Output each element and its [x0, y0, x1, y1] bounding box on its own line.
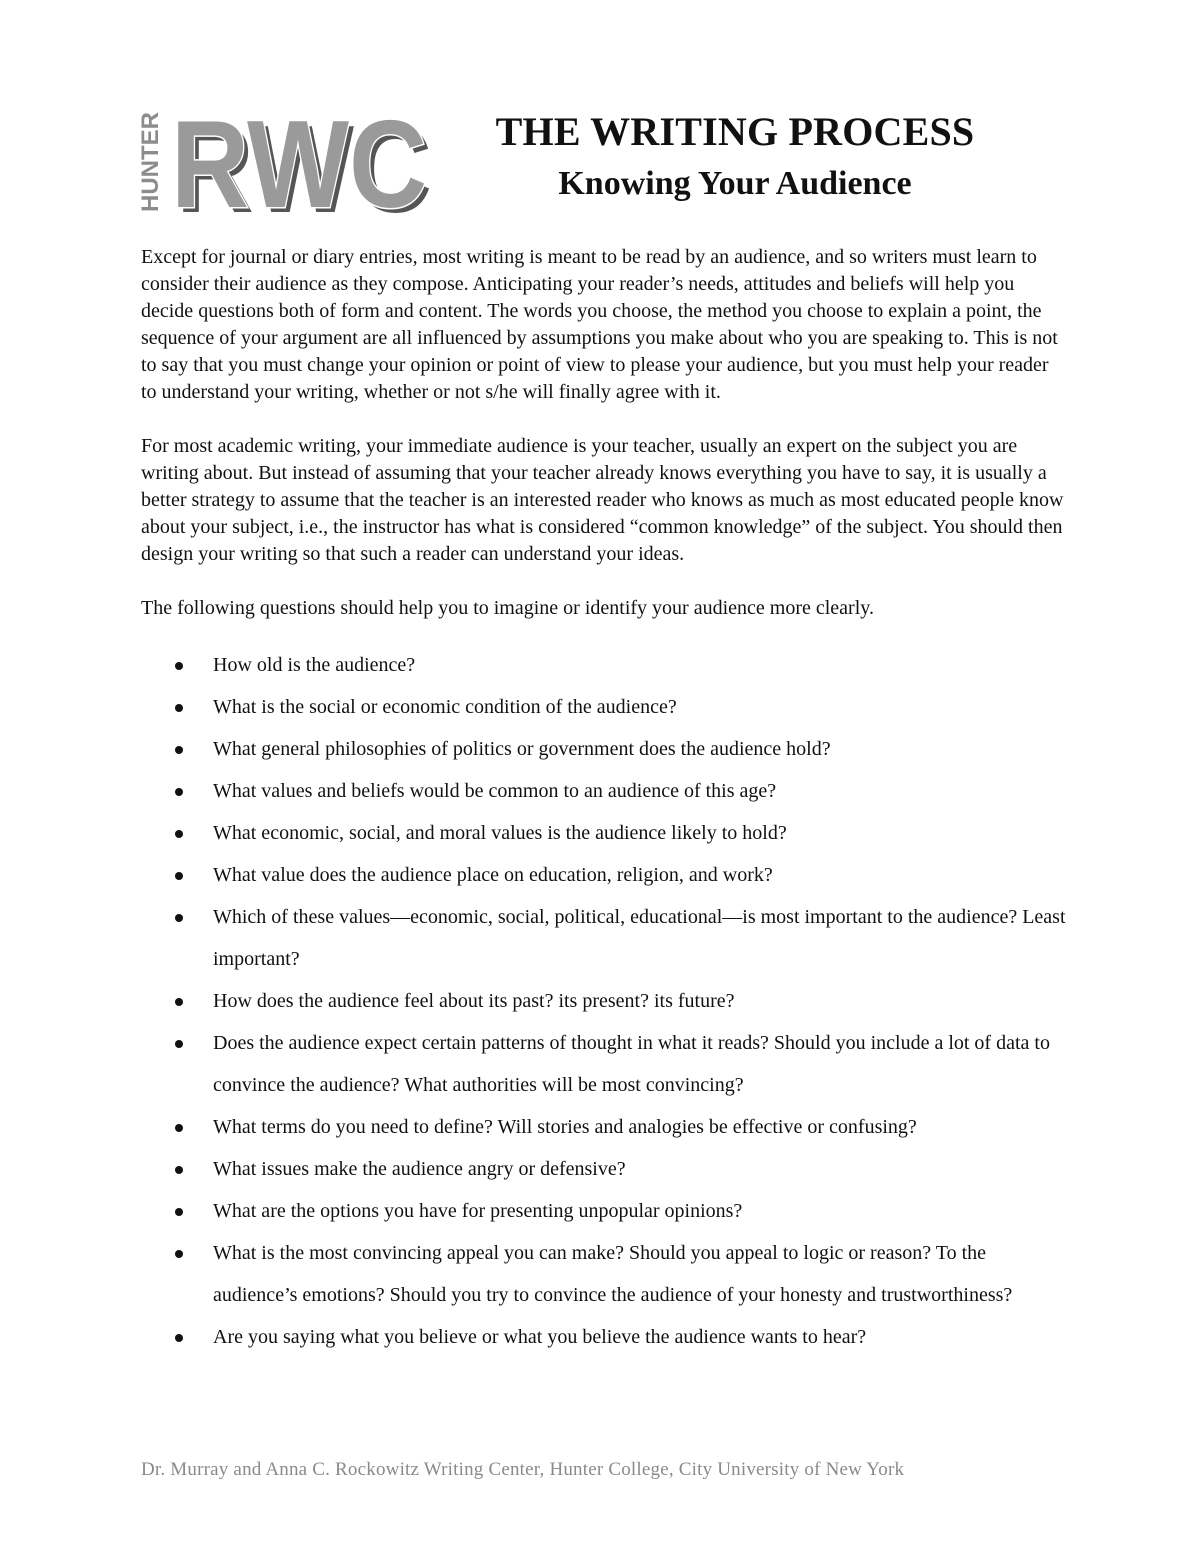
bullet-icon	[175, 788, 183, 796]
paragraph-intro: Except for journal or diary entries, most writing is meant to be read by an audience, and so writers must learn to consider their audience as they compose. Anticipating your reader’s needs, attitudes and beliefs will help you decide questions both of form and content. The words you choose, the method you choose to explain a point, the sequence of your argument are all influenced by assumptions you make about who you are speaking to. This is not to say that you must change your opinion or point of view to please your audience, but you must help your reader to understand your writing, whether or not s/he will finally agree with it.	[141, 246, 1058, 403]
list-item-text: What issues make the audience angry or defensive?	[213, 1158, 626, 1180]
footer-credit: Dr. Murray and Anna C. Rockowitz Writing Center, Hunter College, City University of New York	[141, 1459, 905, 1480]
bullet-icon	[175, 830, 183, 838]
questions-list	[141, 644, 1066, 1358]
list-item-text: What is the social or economic condition of the audience?	[213, 696, 677, 718]
list-item-text: How old is the audience?	[213, 654, 416, 676]
bullet-icon	[175, 1334, 183, 1342]
list-item-text: What is the most convincing appeal you can make? Should you appeal to logic or reason? To the audience’s emotions? Should you try to convince the audience of your honesty and trustworthiness?	[213, 1242, 1013, 1306]
bullet-icon	[175, 1208, 183, 1216]
list-item	[141, 812, 1066, 854]
list-item	[141, 1148, 1066, 1190]
list-item	[141, 644, 1066, 686]
list-item-text: What economic, social, and moral values is the audience likely to hold?	[213, 822, 787, 844]
document-body	[141, 244, 1066, 1358]
paragraph-academic-writing: For most academic writing, your immediate audience is your teacher, usually an expert on the subject you are writing about. But instead of assuming that your teacher already knows everything you have to say, it is usually a better strategy to assume that the teacher is an interested reader who knows as much as most educated people know about your subject, i.e., the instructor has what is considered “common knowledge” of the subject. You should then design your writing so that such a reader can understand your ideas.	[141, 435, 1064, 565]
list-item	[141, 1190, 1066, 1232]
logo-hunter-text: HUNTER	[138, 112, 164, 212]
bullet-icon	[175, 998, 183, 1006]
list-item-text: Which of these values—economic, social, political, educational—is most important to the audience? Least important?	[213, 906, 1066, 970]
logo-rwc-shadow: RWC	[176, 108, 432, 218]
list-item-text: Are you saying what you believe or what you believe the audience wants to hear?	[213, 1326, 867, 1348]
list-item	[141, 1022, 1066, 1106]
list-item-text: How does the audience feel about its past? its present? its future?	[213, 990, 735, 1012]
bullet-icon	[175, 704, 183, 712]
rwc-logo-graphic	[138, 108, 438, 218]
list-item	[141, 770, 1066, 812]
bullet-icon	[175, 872, 183, 880]
list-item-text: Does the audience expect certain patterns of thought in what it reads? Should you include a lot of data to convince the audience? What authorities will be most convincing?	[213, 1032, 1050, 1096]
list-item-text: What value does the audience place on education, religion, and work?	[213, 864, 773, 886]
list-item	[141, 1232, 1066, 1316]
list-item-text: What terms do you need to define? Will stories and analogies be effective or confusing?	[213, 1116, 917, 1138]
list-item	[141, 896, 1066, 980]
list-item	[141, 980, 1066, 1022]
rwc-logo	[138, 108, 438, 218]
list-item	[141, 854, 1066, 896]
title-block	[470, 108, 1000, 206]
list-item-text: What are the options you have for presenting unpopular opinions?	[213, 1200, 743, 1222]
bullet-icon	[175, 662, 183, 670]
list-item	[141, 686, 1066, 728]
bullet-icon	[175, 746, 183, 754]
bullet-icon	[175, 1166, 183, 1174]
page-title: THE WRITING PROCESS	[495, 109, 975, 154]
bullet-icon	[175, 1040, 183, 1048]
list-item	[141, 1316, 1066, 1358]
list-item	[141, 1106, 1066, 1148]
bullet-icon	[175, 914, 183, 922]
questions-intro: The following questions should help you to imagine or identify your audience more clearly.	[141, 597, 874, 619]
page-subtitle: Knowing Your Audience	[558, 165, 912, 202]
list-item-text: What general philosophies of politics or government does the audience hold?	[213, 738, 831, 760]
logo-rwc-text: RWC	[171, 108, 427, 218]
bullet-icon	[175, 1250, 183, 1258]
list-item-text: What values and beliefs would be common to an audience of this age?	[213, 780, 777, 802]
list-item	[141, 728, 1066, 770]
bullet-icon	[175, 1124, 183, 1132]
